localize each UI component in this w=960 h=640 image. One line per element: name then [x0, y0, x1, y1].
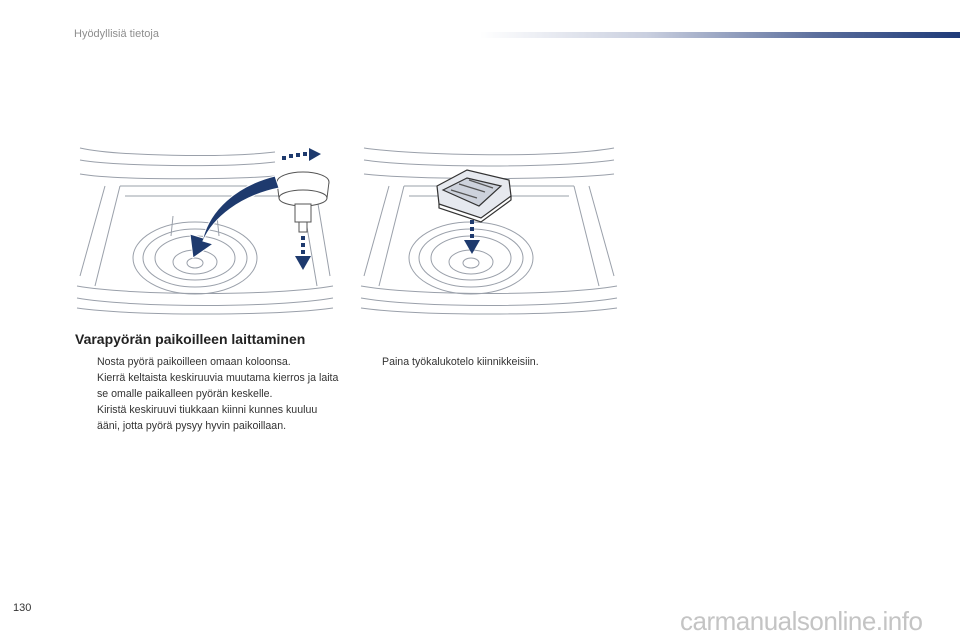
- down-arrow-icon: [464, 240, 480, 254]
- dashed-arrow-icon: [309, 148, 321, 161]
- section-title: Varapyörän paikoilleen laittaminen: [75, 331, 306, 347]
- list-item: Paina työkalukotelo kiinnikkeisiin.: [382, 356, 539, 368]
- list-item: Kierrä keltaista keskiruuvia muutama kierros ja laita se omalle paikalleen pyörän keskelle.: [97, 372, 339, 400]
- steps-list-left: [75, 354, 340, 434]
- header-gradient-bar: [480, 32, 960, 38]
- page-number: 130: [13, 602, 32, 614]
- list-item: Kiristä keskiruuvi tiukkaan kiinni kunnes kuuluu ääni, jotta pyörä pysyy hyvin paikoillaan.: [97, 404, 318, 432]
- steps-list-right: [360, 354, 610, 370]
- page-header-title: Hyödyllisiä tietoja: [74, 28, 159, 40]
- spare-wheel-illustration: [75, 146, 335, 318]
- watermark: carmanualsonline.info: [680, 606, 923, 636]
- list-item: Nosta pyörä paikoilleen omaan koloonsa.: [97, 356, 291, 368]
- curved-arrow-icon: [190, 176, 279, 258]
- tool-box-illustration: [359, 146, 619, 318]
